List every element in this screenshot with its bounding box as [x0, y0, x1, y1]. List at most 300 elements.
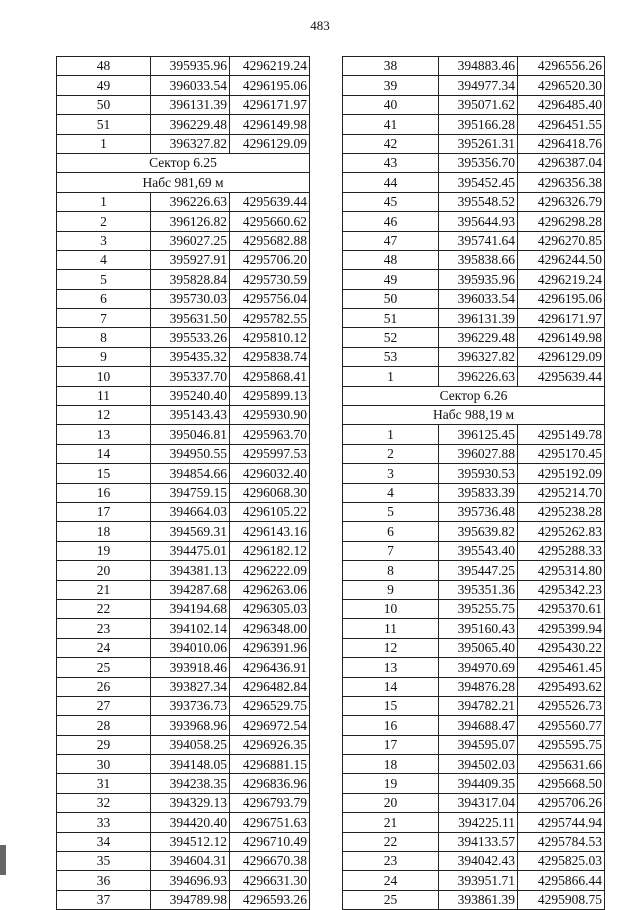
x-coordinate: 395631.50 [151, 309, 230, 328]
table-row [343, 270, 605, 289]
point-number: 46 [343, 212, 439, 231]
y-coordinate: 4295370.61 [518, 599, 605, 618]
y-coordinate: 4295784.53 [518, 832, 605, 851]
y-coordinate: 4296451.55 [518, 115, 605, 134]
point-number: 19 [57, 541, 151, 560]
x-coordinate: 395935.96 [439, 270, 518, 289]
table-row [57, 367, 310, 386]
point-number: 49 [343, 270, 439, 289]
table-row [57, 270, 310, 289]
point-number: 41 [343, 115, 439, 134]
point-number: 22 [343, 832, 439, 851]
y-coordinate: 4296485.40 [518, 95, 605, 114]
table-row [343, 483, 605, 502]
point-number: 1 [57, 192, 151, 211]
y-coordinate: 4295526.73 [518, 696, 605, 715]
x-coordinate: 395071.62 [439, 95, 518, 114]
x-coordinate: 393968.96 [151, 716, 230, 735]
y-coordinate: 4296195.06 [230, 76, 310, 95]
x-coordinate: 395644.93 [439, 212, 518, 231]
y-coordinate: 4296356.38 [518, 173, 605, 192]
table-row [343, 677, 605, 696]
y-coordinate: 4296149.98 [518, 328, 605, 347]
table-row [343, 367, 605, 386]
point-number: 14 [57, 444, 151, 463]
table-row [343, 328, 605, 347]
point-number: 23 [57, 619, 151, 638]
x-coordinate: 395261.31 [439, 134, 518, 153]
table-row [343, 755, 605, 774]
table-row [343, 890, 605, 909]
point-number: 51 [343, 309, 439, 328]
table-row [57, 561, 310, 580]
y-coordinate: 4296219.24 [518, 270, 605, 289]
table-row [57, 755, 310, 774]
table-row [343, 735, 605, 754]
table-row [343, 444, 605, 463]
point-number: 2 [57, 212, 151, 231]
point-number: 24 [57, 638, 151, 657]
x-coordinate: 395639.82 [439, 522, 518, 541]
table-row [57, 347, 310, 366]
x-coordinate: 395356.70 [439, 153, 518, 172]
y-coordinate: 4296670.38 [230, 852, 310, 871]
point-number: 37 [57, 890, 151, 909]
point-number: 43 [343, 153, 439, 172]
x-coordinate: 395533.26 [151, 328, 230, 347]
table-row [343, 173, 605, 192]
table-row [343, 289, 605, 308]
table-row [343, 638, 605, 657]
y-coordinate: 4296387.04 [518, 153, 605, 172]
table-row [343, 541, 605, 560]
x-coordinate: 393918.46 [151, 658, 230, 677]
x-coordinate: 394010.06 [151, 638, 230, 657]
table-row [57, 57, 310, 76]
x-coordinate: 395255.75 [439, 599, 518, 618]
point-number: 4 [57, 250, 151, 269]
table-row [343, 95, 605, 114]
table-row [57, 774, 310, 793]
y-coordinate: 4295899.13 [230, 386, 310, 405]
y-coordinate: 4295756.04 [230, 289, 310, 308]
point-number: 1 [57, 134, 151, 153]
y-coordinate: 4295682.88 [230, 231, 310, 250]
point-number: 24 [343, 871, 439, 890]
y-coordinate: 4295997.53 [230, 444, 310, 463]
y-coordinate: 4295461.45 [518, 658, 605, 677]
x-coordinate: 394789.98 [151, 890, 230, 909]
table-row [57, 328, 310, 347]
y-coordinate: 4296105.22 [230, 502, 310, 521]
y-coordinate: 4295639.44 [518, 367, 605, 386]
table-row [343, 793, 605, 812]
point-number: 18 [57, 522, 151, 541]
x-coordinate: 394512.12 [151, 832, 230, 851]
y-coordinate: 4296182.12 [230, 541, 310, 560]
point-number: 8 [57, 328, 151, 347]
y-coordinate: 4296032.40 [230, 464, 310, 483]
table-row [57, 444, 310, 463]
x-coordinate: 395736.48 [439, 502, 518, 521]
x-coordinate: 394977.34 [439, 76, 518, 95]
table-row [343, 522, 605, 541]
table-row [343, 212, 605, 231]
table-row [57, 813, 310, 832]
table-row [57, 309, 310, 328]
point-number: 50 [343, 289, 439, 308]
y-coordinate: 4296149.98 [230, 115, 310, 134]
y-coordinate: 4296129.09 [518, 347, 605, 366]
point-number: 11 [57, 386, 151, 405]
point-number: 15 [57, 464, 151, 483]
table-row [343, 502, 605, 521]
point-number: 1 [343, 367, 439, 386]
point-number: 5 [343, 502, 439, 521]
point-number: 12 [57, 406, 151, 425]
y-coordinate: 4295706.20 [230, 250, 310, 269]
table-row [343, 774, 605, 793]
y-coordinate: 4295730.59 [230, 270, 310, 289]
x-coordinate: 393736.73 [151, 696, 230, 715]
table-row [57, 735, 310, 754]
point-number: 35 [57, 852, 151, 871]
y-coordinate: 4295430.22 [518, 638, 605, 657]
x-coordinate: 395828.84 [151, 270, 230, 289]
point-number: 10 [57, 367, 151, 386]
y-coordinate: 4295342.23 [518, 580, 605, 599]
x-coordinate: 393861.39 [439, 890, 518, 909]
x-coordinate: 393951.71 [439, 871, 518, 890]
y-coordinate: 4296068.30 [230, 483, 310, 502]
x-coordinate: 394664.03 [151, 502, 230, 521]
point-number: 22 [57, 599, 151, 618]
point-number: 21 [343, 813, 439, 832]
table-row [57, 580, 310, 599]
x-coordinate: 395166.28 [439, 115, 518, 134]
point-number: 16 [343, 716, 439, 735]
x-coordinate: 394194.68 [151, 599, 230, 618]
x-coordinate: 394420.40 [151, 813, 230, 832]
table-row [57, 483, 310, 502]
x-coordinate: 394148.05 [151, 755, 230, 774]
x-coordinate: 394876.28 [439, 677, 518, 696]
sector-header-row [57, 173, 310, 192]
point-number: 5 [57, 270, 151, 289]
x-coordinate: 395435.32 [151, 347, 230, 366]
y-coordinate: 4296631.30 [230, 871, 310, 890]
x-coordinate: 394782.21 [439, 696, 518, 715]
point-number: 2 [343, 444, 439, 463]
point-number: 20 [57, 561, 151, 580]
x-coordinate: 395337.70 [151, 367, 230, 386]
point-number: 10 [343, 599, 439, 618]
y-coordinate: 4296972.54 [230, 716, 310, 735]
y-coordinate: 4296556.26 [518, 57, 605, 76]
table-row [57, 716, 310, 735]
y-coordinate: 4295660.62 [230, 212, 310, 231]
y-coordinate: 4296129.09 [230, 134, 310, 153]
x-coordinate: 394133.57 [439, 832, 518, 851]
table-row [57, 425, 310, 444]
y-coordinate: 4296348.00 [230, 619, 310, 638]
table-row [57, 192, 310, 211]
y-coordinate: 4295866.44 [518, 871, 605, 890]
y-coordinate: 4295810.12 [230, 328, 310, 347]
y-coordinate: 4295238.28 [518, 502, 605, 521]
point-number: 6 [57, 289, 151, 308]
x-coordinate: 394042.43 [439, 852, 518, 871]
table-row [57, 250, 310, 269]
y-coordinate: 4295288.33 [518, 541, 605, 560]
point-number: 7 [343, 541, 439, 560]
y-coordinate: 4296219.24 [230, 57, 310, 76]
table-row [343, 658, 605, 677]
point-number: 48 [57, 57, 151, 76]
table-row [57, 638, 310, 657]
y-coordinate: 4296171.97 [518, 309, 605, 328]
y-coordinate: 4296222.09 [230, 561, 310, 580]
x-coordinate: 395833.39 [439, 483, 518, 502]
point-number: 52 [343, 328, 439, 347]
x-coordinate: 396229.48 [151, 115, 230, 134]
table-row [343, 309, 605, 328]
sector-header-row [57, 153, 310, 172]
x-coordinate: 394604.31 [151, 852, 230, 871]
x-coordinate: 395452.45 [439, 173, 518, 192]
sector-header: Сектор 6.25 [57, 153, 310, 172]
x-coordinate: 396327.82 [439, 347, 518, 366]
table-row [343, 464, 605, 483]
point-number: 20 [343, 793, 439, 812]
y-coordinate: 4295170.45 [518, 444, 605, 463]
y-coordinate: 4295963.70 [230, 425, 310, 444]
y-coordinate: 4295560.77 [518, 716, 605, 735]
y-coordinate: 4295838.74 [230, 347, 310, 366]
x-coordinate: 393827.34 [151, 677, 230, 696]
sector-header: Набс 988,19 м [343, 406, 605, 425]
y-coordinate: 4295639.44 [230, 192, 310, 211]
point-number: 51 [57, 115, 151, 134]
table-row [57, 386, 310, 405]
table-row [57, 696, 310, 715]
y-coordinate: 4296482.84 [230, 677, 310, 696]
y-coordinate: 4295314.80 [518, 561, 605, 580]
point-number: 8 [343, 561, 439, 580]
table-row [57, 231, 310, 250]
point-number: 25 [343, 890, 439, 909]
x-coordinate: 395927.91 [151, 250, 230, 269]
point-number: 31 [57, 774, 151, 793]
x-coordinate: 396033.54 [151, 76, 230, 95]
table-row [343, 716, 605, 735]
point-number: 39 [343, 76, 439, 95]
point-number: 50 [57, 95, 151, 114]
point-number: 26 [57, 677, 151, 696]
table-row [57, 76, 310, 95]
y-coordinate: 4296529.75 [230, 696, 310, 715]
x-coordinate: 394759.15 [151, 483, 230, 502]
table-row [57, 502, 310, 521]
point-number: 17 [343, 735, 439, 754]
table-row [343, 813, 605, 832]
y-coordinate: 4296171.97 [230, 95, 310, 114]
table-row [57, 464, 310, 483]
point-number: 1 [343, 425, 439, 444]
y-coordinate: 4296593.26 [230, 890, 310, 909]
x-coordinate: 396131.39 [439, 309, 518, 328]
y-coordinate: 4296926.35 [230, 735, 310, 754]
point-number: 44 [343, 173, 439, 192]
x-coordinate: 394688.47 [439, 716, 518, 735]
point-number: 7 [57, 309, 151, 328]
y-coordinate: 4295149.78 [518, 425, 605, 444]
y-coordinate: 4296305.03 [230, 599, 310, 618]
sector-header: Сектор 6.26 [343, 386, 605, 405]
table-row [343, 57, 605, 76]
point-number: 23 [343, 852, 439, 871]
table-row [57, 793, 310, 812]
x-coordinate: 394381.13 [151, 561, 230, 580]
table-row [343, 231, 605, 250]
y-coordinate: 4296391.96 [230, 638, 310, 657]
x-coordinate: 394102.14 [151, 619, 230, 638]
table-row [57, 619, 310, 638]
table-row [57, 115, 310, 134]
y-coordinate: 4296270.85 [518, 231, 605, 250]
sector-header-row [343, 406, 605, 425]
x-coordinate: 394287.68 [151, 580, 230, 599]
x-coordinate: 395447.25 [439, 561, 518, 580]
table-row [57, 212, 310, 231]
x-coordinate: 395543.40 [439, 541, 518, 560]
x-coordinate: 395143.43 [151, 406, 230, 425]
point-number: 28 [57, 716, 151, 735]
y-coordinate: 4296263.06 [230, 580, 310, 599]
point-number: 19 [343, 774, 439, 793]
x-coordinate: 396131.39 [151, 95, 230, 114]
x-coordinate: 396027.25 [151, 231, 230, 250]
x-coordinate: 394317.04 [439, 793, 518, 812]
point-number: 48 [343, 250, 439, 269]
x-coordinate: 394950.55 [151, 444, 230, 463]
table-row [343, 599, 605, 618]
point-number: 33 [57, 813, 151, 832]
y-coordinate: 4295214.70 [518, 483, 605, 502]
y-coordinate: 4296710.49 [230, 832, 310, 851]
x-coordinate: 394696.93 [151, 871, 230, 890]
y-coordinate: 4295262.83 [518, 522, 605, 541]
table-row [57, 599, 310, 618]
table-row [343, 852, 605, 871]
x-coordinate: 395046.81 [151, 425, 230, 444]
table-row [343, 76, 605, 95]
point-number: 16 [57, 483, 151, 502]
x-coordinate: 396226.63 [151, 192, 230, 211]
table-row [343, 134, 605, 153]
x-coordinate: 395730.03 [151, 289, 230, 308]
x-coordinate: 394595.07 [439, 735, 518, 754]
table-row [57, 289, 310, 308]
table-row [57, 658, 310, 677]
point-number: 53 [343, 347, 439, 366]
point-number: 14 [343, 677, 439, 696]
y-coordinate: 4296418.76 [518, 134, 605, 153]
point-number: 38 [343, 57, 439, 76]
y-coordinate: 4296326.79 [518, 192, 605, 211]
x-coordinate: 395065.40 [439, 638, 518, 657]
y-coordinate: 4296244.50 [518, 250, 605, 269]
point-number: 29 [57, 735, 151, 754]
table-row [57, 677, 310, 696]
point-number: 40 [343, 95, 439, 114]
x-coordinate: 396033.54 [439, 289, 518, 308]
table-row [343, 347, 605, 366]
x-coordinate: 394238.35 [151, 774, 230, 793]
x-coordinate: 396327.82 [151, 134, 230, 153]
y-coordinate: 4295825.03 [518, 852, 605, 871]
sector-header: Набс 981,69 м [57, 173, 310, 192]
coordinates-table-left [56, 56, 310, 910]
coordinates-table-right [342, 56, 605, 910]
table-row [343, 871, 605, 890]
x-coordinate: 396229.48 [439, 328, 518, 347]
table-row [57, 134, 310, 153]
table-row [57, 522, 310, 541]
x-coordinate: 395160.43 [439, 619, 518, 638]
x-coordinate: 394225.11 [439, 813, 518, 832]
x-coordinate: 394058.25 [151, 735, 230, 754]
point-number: 47 [343, 231, 439, 250]
x-coordinate: 395741.64 [439, 231, 518, 250]
x-coordinate: 394409.35 [439, 774, 518, 793]
y-coordinate: 4296143.16 [230, 522, 310, 541]
point-number: 21 [57, 580, 151, 599]
x-coordinate: 395240.40 [151, 386, 230, 405]
point-number: 32 [57, 793, 151, 812]
table-row [343, 696, 605, 715]
table-row [343, 192, 605, 211]
point-number: 30 [57, 755, 151, 774]
point-number: 11 [343, 619, 439, 638]
y-coordinate: 4295631.66 [518, 755, 605, 774]
y-coordinate: 4295399.94 [518, 619, 605, 638]
y-coordinate: 4295192.09 [518, 464, 605, 483]
point-number: 9 [343, 580, 439, 599]
point-number: 9 [57, 347, 151, 366]
x-coordinate: 394475.01 [151, 541, 230, 560]
point-number: 3 [57, 231, 151, 250]
point-number: 12 [343, 638, 439, 657]
x-coordinate: 394883.46 [439, 57, 518, 76]
y-coordinate: 4295782.55 [230, 309, 310, 328]
table-row [57, 832, 310, 851]
x-coordinate: 394502.03 [439, 755, 518, 774]
point-number: 17 [57, 502, 151, 521]
sector-header-row [343, 386, 605, 405]
point-number: 4 [343, 483, 439, 502]
point-number: 45 [343, 192, 439, 211]
y-coordinate: 4296195.06 [518, 289, 605, 308]
table-row [343, 115, 605, 134]
y-coordinate: 4295744.94 [518, 813, 605, 832]
y-coordinate: 4295930.90 [230, 406, 310, 425]
point-number: 13 [343, 658, 439, 677]
table-row [57, 541, 310, 560]
y-coordinate: 4295908.75 [518, 890, 605, 909]
table-row [343, 832, 605, 851]
y-coordinate: 4296751.63 [230, 813, 310, 832]
